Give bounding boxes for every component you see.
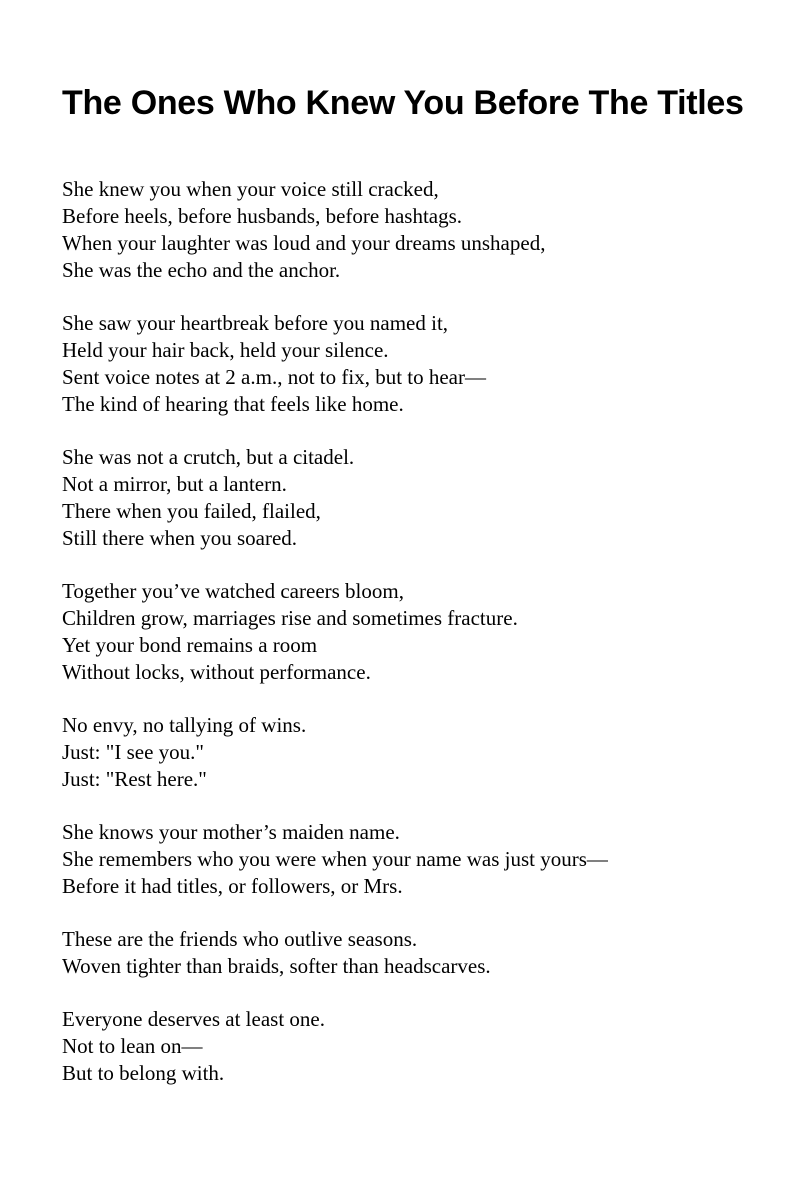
- poem-line: Held your hair back, held your silence.: [62, 338, 389, 362]
- stanza: [62, 926, 792, 980]
- stanza: [62, 712, 792, 793]
- stanza: [62, 819, 792, 900]
- poem-line: Still there when you soared.: [62, 526, 298, 550]
- poem-line: Before heels, before husbands, before hashtags.: [62, 204, 463, 228]
- poem-line: Woven tighter than braids, softer than headscarves.: [62, 954, 491, 978]
- poem-line: Together you’ve watched careers bloom,: [62, 579, 404, 603]
- poem-line: These are the friends who outlive seasons.: [62, 927, 418, 951]
- poem-title: The Ones Who Knew You Before The Titles: [62, 84, 744, 122]
- poem-body: [62, 176, 792, 1113]
- poem-line: She knows your mother’s maiden name.: [62, 820, 400, 844]
- poem-line: But to belong with.: [62, 1061, 225, 1085]
- poem-line: The kind of hearing that feels like home.: [62, 392, 404, 416]
- poem-line: She remembers who you were when your name was just yours—: [62, 847, 608, 871]
- stanza: [62, 176, 792, 284]
- poem-line: Before it had titles, or followers, or Mrs.: [62, 874, 403, 898]
- poem-line: There when you failed, flailed,: [62, 499, 321, 523]
- poem-line: Just: "Rest here.": [62, 767, 207, 791]
- poem-line: Children grow, marriages rise and sometimes fracture.: [62, 606, 518, 630]
- poem-line: Everyone deserves at least one.: [62, 1007, 325, 1031]
- poem-line: Just: "I see you.": [62, 740, 204, 764]
- stanza: [62, 578, 792, 686]
- poem-line: She was the echo and the anchor.: [62, 258, 341, 282]
- poem-line: She knew you when your voice still cracked,: [62, 177, 439, 201]
- stanza: [62, 1006, 792, 1087]
- stanza: [62, 444, 792, 552]
- poem-line: No envy, no tallying of wins.: [62, 713, 307, 737]
- poem-line: She was not a crutch, but a citadel.: [62, 445, 355, 469]
- poem-line: Not a mirror, but a lantern.: [62, 472, 287, 496]
- poem-line: She saw your heartbreak before you named it,: [62, 311, 449, 335]
- poem-line: Yet your bond remains a room: [62, 633, 318, 657]
- poem-line: Sent voice notes at 2 a.m., not to fix, but to hear—: [62, 365, 486, 389]
- poem-line: Not to lean on—: [62, 1034, 203, 1058]
- stanza: [62, 310, 792, 418]
- poem-line: Without locks, without performance.: [62, 660, 371, 684]
- poem-line: When your laughter was loud and your dreams unshaped,: [62, 231, 546, 255]
